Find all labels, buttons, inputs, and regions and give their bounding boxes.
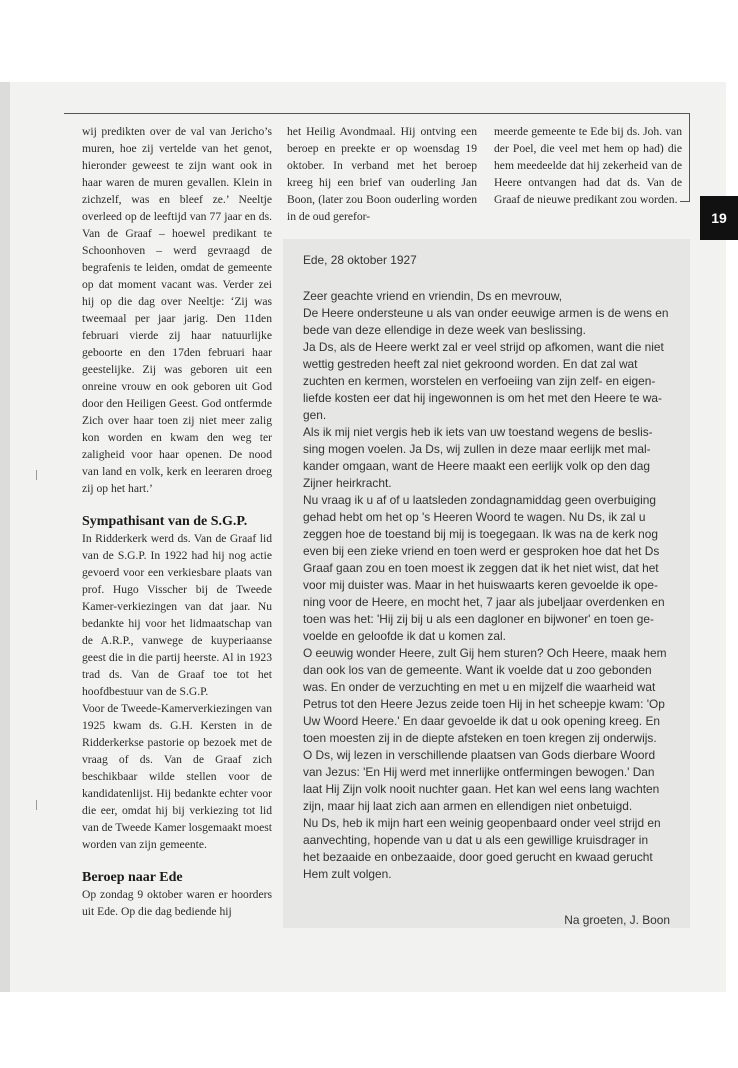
section-heading: Beroep naar Ede (82, 870, 183, 885)
letter-line: dan ook los van de gemeente. Want ik voelde dat u zoo gebonden (303, 663, 652, 677)
letter-line: Nu Ds, heb ik mijn hart een weinig geopenbaard onder veel strijd en (303, 816, 661, 830)
letter-line: zeggen hoe de toestand bij mij is toegegaan. Ik was na de kerk nog (303, 527, 658, 541)
letter-line: toen moesten zij in de diepte afsteken en toen kregen zij onderwijs. (303, 731, 657, 745)
letter-lines (303, 288, 673, 883)
letter-line: Ja Ds, als de Heere werkt zal er veel strijd op afkomen, want die niet (303, 340, 664, 354)
letter-date: Ede, 28 oktober 1927 (303, 253, 417, 267)
letter-box (283, 239, 690, 928)
letter-line: Hem zult volgen. (303, 867, 392, 881)
page-number-tab: 19 (700, 196, 738, 240)
letter-line: Zeer geachte vriend en vriendin, Ds en mevrouw, (303, 289, 563, 303)
text-column-3 (494, 123, 682, 208)
margin-mark (36, 800, 37, 810)
text-column-1 (82, 123, 272, 920)
letter-line: Petrus tot den Heere Jezus zeide toen Hij in het scheepje kwam: 'Op (303, 697, 665, 711)
letter-line: O Ds, wij lezen in verschillende plaatsen van Gods dierbare Woord (303, 748, 656, 762)
letter-line: voelde en geloofde ik dat u komen zal. (303, 629, 506, 643)
letter-line: kander omgaan, want de Heere maakt een eerlijk volk op den dag (303, 459, 651, 473)
letter-line: Zijner heirkracht. (303, 476, 392, 490)
letter-line: zuchten en kermen, worstelen en verfoeiing van zijn zelf- en eigen- (303, 374, 656, 388)
letter-line: laat Hij Zijn volk nooit nuchter gaan. Het kan wel eens lang wachten (303, 782, 660, 796)
paragraph: Voor de Tweede-Kamerverkiezingen van 1925 kwam ds. G.H. Kersten in de Ridderkerkse pastorie op bezoek met de vraag of ds. Van de Graaf zich beschikbaar wilde stellen voor de kandidatenlijst. Hij bedankte echter voor die eer, omdat hij bij verkiezing tot lid van de Tweede Kamer losgemaakt moest worden van zijn gemeente. (82, 702, 272, 851)
letter-line: van Jezus: 'En Hij werd met innerlijke ontfermingen bewogen.' Dan (303, 765, 655, 779)
header-rule (64, 113, 690, 114)
paragraph: wij predikten over de val van Jericho’s muren, hoe zij vertelde van het genot, hieronder geweest te zijn want ook in haar waren de muren gevallen. Klein in zichzelf, was en bleef ze.’ Neeltje overleed op de leeftijd van 77 jaar en ds. Van de Graaf – hoewel predikant te Schoonhoven – werd gevraagd de begrafenis te leiden, omdat de gemeente op dat moment vacant was. Verder zei hij op die dag over Neeltje: ‘Zij was tweemaal per jaar jarig. Den 11den februari vierde zij haar natuurlijke geboorte en den 17den februari haar geestelijke. Zij was geboren uit een onreine vrouw en ook geboren uit God door den Heiligen Geest. God ontfermde Zich over haar toen zij niet meer zalig kon worden en kwam den weg ter zaligheid voor haar openen. De nood van land en volk, kerk en leeraren droeg zij op het hart.’ (82, 125, 272, 495)
letter-line: O eeuwig wonder Heere, zult Gij hem sturen? Och Heere, maak hem (303, 646, 667, 660)
letter-line: zijn, maar hij laat zich aan armen en ellendigen niet onbetuigd. (303, 799, 633, 813)
header-rule-corner (689, 113, 690, 201)
paragraph: het Heilig Avondmaal. Hij ontving een beroep en preekte er op woensdag 19 oktober. In verband met het beroep kreeg hij een brief van ouderling Jan Boon, (later zou Boon ouderling worden in de oud gerefor- (287, 125, 477, 223)
letter-body (303, 252, 673, 883)
letter-line: was. En onder de verzuchting en met u en mijzelf die waarheid wat (303, 680, 656, 694)
section-heading: Sympathisant van de S.G.P. (82, 514, 248, 529)
letter-line: voor mij duister was. Maar in het huiswaarts keren gevoelde ik ope- (303, 578, 658, 592)
letter-line: aanvechting, hopende van u dat u als een gewillige kruisdrager in (303, 833, 649, 847)
paragraph: meerde gemeente te Ede bij ds. Joh. van der Poel, die veel met hem op had) die hem meedeelde dat hij zekerheid van de Heere ontvangen had dat ds. Van de Graaf de nieuwe predikant zou worden. (494, 125, 682, 206)
letter-line: even bij een zieke vriend en toen werd er gesproken hoe dat het Ds (303, 544, 660, 558)
letter-line: Nu vraag ik u af of u laatsleden zondagnamiddag geen overbuiging (303, 493, 657, 507)
letter-line: toen was het: 'Hij zij bij u als een dagloner en bijwoner' en toen ge- (303, 612, 654, 626)
scan-edge (0, 82, 10, 992)
letter-line: Als ik mij niet vergis heb ik iets van uw toestand wegens de beslis- (303, 425, 653, 439)
letter-line: bede van deze ellendige in deze week van beslissing. (303, 323, 586, 337)
letter-line: De Heere ondersteune u als van onder eeuwige armen is de wens en (303, 306, 669, 320)
letter-line: het bezaaide en onbezaaide, door goed gerucht en kwaad gerucht (303, 850, 653, 864)
letter-line: ning voor de Heere, en mocht het, 7 jaar als jubeljaar overdenken en (303, 595, 665, 609)
paragraph: Op zondag 9 oktober waren er hoorders uit Ede. Op die dag bediende hij (82, 888, 272, 918)
letter-line: Graaf gaan zou en toen moest ik zeggen dat ik het niet wist, dat het (303, 561, 659, 575)
text-column-2 (287, 123, 477, 225)
letter-line: wettig gestreden heeft zal niet gekroond worden. En dat zal wat (303, 357, 638, 371)
margin-mark (36, 470, 37, 480)
paragraph: In Ridderkerk werd ds. Van de Graaf lid van de S.G.P. In 1922 had hij nog actie gevoerd voor een verkiesbare plaats van prof. Hugo Visscher bij de Tweede Kamer-verkiezingen van dat jaar. Nu bedankte hij voor het lidmaatschap van de A.R.P., vanwege de kuyperiaanse geest die in die partij heerste. Al in 1923 trad ds. Van de Graaf toe tot het hoofdbestuur van de S.G.P. (82, 532, 272, 698)
letter-line: Uw Woord Heere.' En daar gevoelde ik dat u ook opening kreeg. En (303, 714, 661, 728)
letter-signoff: Na groeten, J. Boon (564, 913, 670, 927)
letter-line: sing mogen voelen. Ja Ds, wij zullen in deze maar eerlijk met mal- (303, 442, 651, 456)
letter-line: gehad hebt om het op 's Heeren Woord te wagen. Nu Ds, ik zal u (303, 510, 646, 524)
letter-line: gen. (303, 408, 327, 422)
letter-line: liefde kosten eer dat hij ingewonnen is om het met den Heere te wa- (303, 391, 662, 405)
